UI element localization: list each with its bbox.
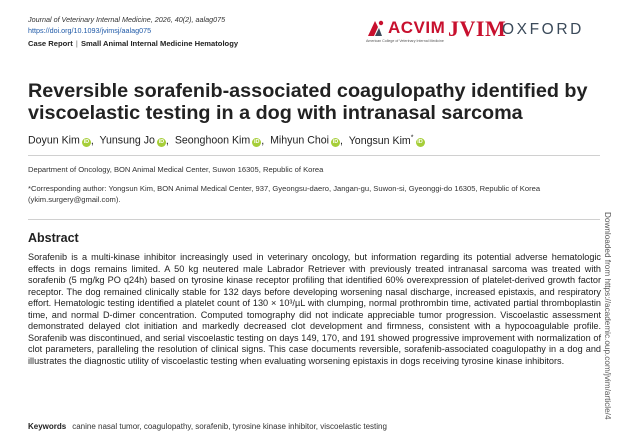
orcid-icon[interactable]: iD [253,138,260,145]
keywords [28,421,387,432]
author-separator: , [340,134,343,147]
divider [28,155,600,156]
article-type-label: Case Report [28,39,73,48]
download-notice-text[interactable]: Downloaded from https://academic.oup.com/jvim/article/4 [603,212,612,420]
keywords-list: canine nasal tumor, coagulopathy, sorafenib, tyrosine kinase inhibitor, viscoelastic testing [72,422,387,431]
author-name[interactable] [270,135,329,147]
author-name-text: Yunsung Jo [99,134,155,147]
author-separator: , [90,134,94,147]
journal-citation: Journal of Veterinary Internal Medicine, 2026, 40(2), aalag075 [28,15,226,24]
affiliation: Department of Oncology, BON Animal Medical Center, Suwon 16305, Republic of Korea [28,165,324,174]
abstract-heading: Abstract [28,231,79,245]
author-name-text: Doyun Kim [28,134,80,147]
orcid-icon[interactable]: iD [83,138,90,145]
oxford-logo[interactable]: OXFORD [502,21,584,38]
doi-link[interactable]: https://doi.org/10.1093/jvimsj/aalag075 [28,26,152,35]
orcid-icon[interactable]: iD [158,138,165,145]
download-notice [603,212,622,420]
abstract-body: Sorafenib is a multi-kinase inhibitor increasingly used in veterinary oncology, but information regarding its potential adverse hematologic effects in dogs remains limited. A 50 kg neutered male Labrador Retriever with previously treated intranasal sarcoma was treated with sorafenib (5 mg/kg PO q24h) based on tyrosine kinase receptor profiling that identified 60% overexpression of platelet-derived growth factor receptor. The dog remained clinically stable for 132 days before developing worsening nasal discharge, increased epistaxis, and respiratory effort. Hematologic testing identified a platelet count of 130 × 10³/µL with clumping, normal prothrombin time, activated partial thromboplastin time, and normal D-dimer concentration. Computed tomography did not indicate appreciable tumor progression. Viscoelastic assessment demonstrated delayed clot initiation and markedly decreased clot development and firmness, consistent with a hypocoagulable profile. Sorafenib was discontinued, and serial viscoelastic testing on days 149, 170, and 191 showed progressive improvement with normalization of clot parameters, paralleling the resolution of clinical signs. This case documents reversible, sorafenib-associated coagulopathy in a dog and illustrates the diagnostic utility of viscoelastic testing when evaluating worsening epistaxis in dogs receiving tyrosine kinase inhibitors. [28,252,601,366]
article-type [28,39,238,49]
jvim-logo[interactable]: JVIM [448,16,507,41]
author-name[interactable] [175,135,250,147]
author-name-text: Mihyun Choi [270,134,329,147]
author-name[interactable] [28,135,80,147]
author-separator: , [261,134,265,147]
keywords-label: Keywords [28,422,67,431]
acvim-wordmark: ACVIM [388,18,446,37]
author-separator: , [165,134,169,147]
acvim-logo[interactable] [366,15,446,47]
divider [28,219,600,220]
acvim-tagline: American College of Veterinary Internal Medicine [366,39,444,43]
orcid-icon[interactable]: iD [417,138,423,145]
acvim-emblem-icon [366,19,388,37]
corresponding-author: *Corresponding author: Yongsun Kim, BON Animal Medical Center, 937, Gyeongsu-daero, Jangan-gu, Suwon-si, Gyeonggi-do 16305, Republic of Korea (ykim.surgery@gmail.com). [28,184,541,204]
author-list [28,131,425,148]
author-name-text: Seonghoon Kim [174,134,251,147]
article-section: Small Animal Internal Medicine Hematology [80,39,239,48]
article-title: Reversible sorafenib-associated coagulopathy identified by viscoelastic testing in a dog with intranasal sarcoma [28,80,588,124]
article-type-separator: | [73,39,80,48]
corresponding-author-mark: * [410,134,414,141]
author-name[interactable] [100,135,155,147]
author-name[interactable] [349,135,414,147]
orcid-icon[interactable]: iD [332,138,339,145]
author-name-text: Yongsun Kim [348,134,411,147]
